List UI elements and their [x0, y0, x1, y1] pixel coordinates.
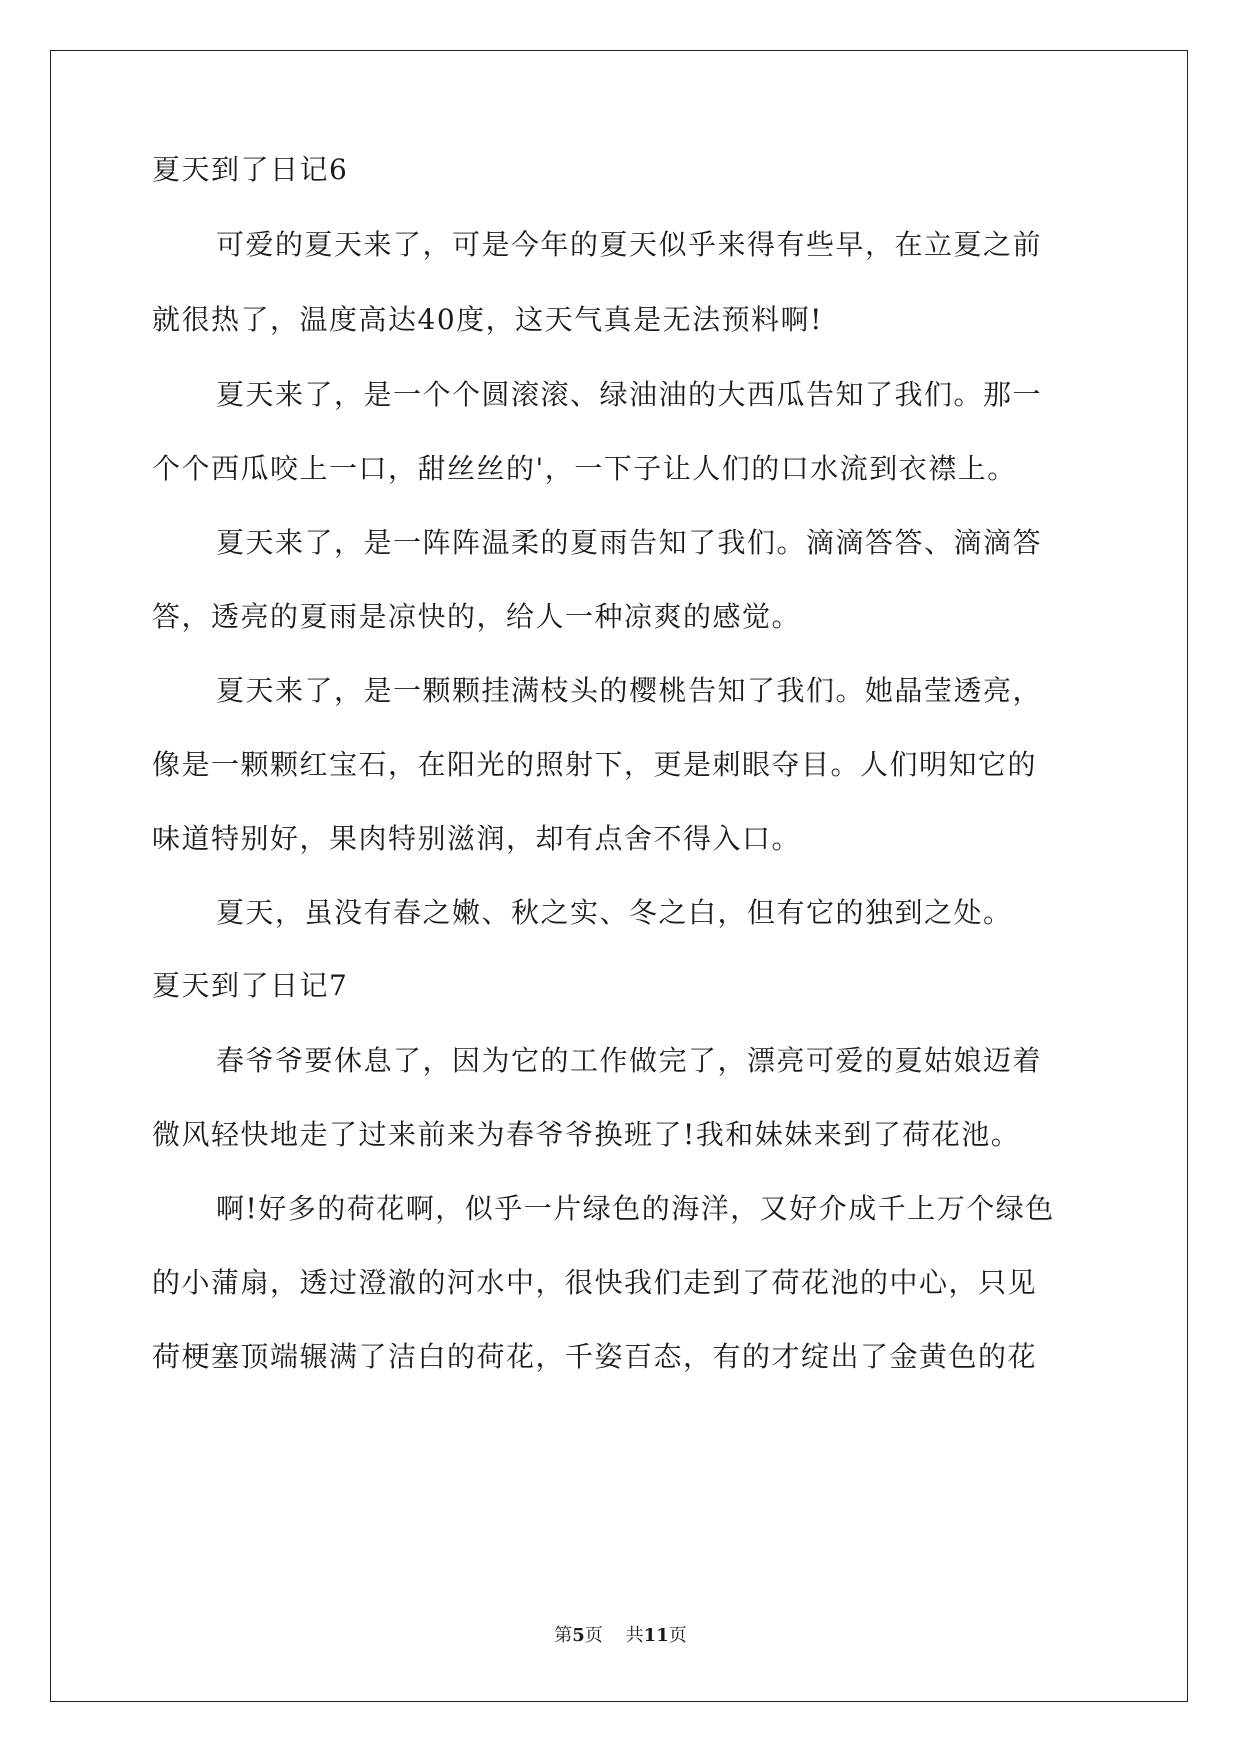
- paragraph-line: 微风轻快地走了过来前来为春爷爷换班了!我和妹妹来到了荷花池。: [152, 1118, 1021, 1151]
- paragraph-line: 夏天来了，是一阵阵温柔的夏雨告知了我们。滴滴答答、滴滴答: [216, 526, 1043, 559]
- page-suffix: 页: [584, 1625, 603, 1646]
- paragraph-line: 像是一颗颗红宝石，在阳光的照射下，更是刺眼夺目。人们明知它的: [152, 748, 1038, 781]
- paragraph-line: 夏天来了，是一颗颗挂满枝头的樱桃告知了我们。她晶莹透亮，: [216, 674, 1043, 707]
- diary-heading-7: 夏天到了日记7: [152, 969, 349, 1002]
- paragraph-line: 可爱的夏天来了，可是今年的夏天似乎来得有些早，在立夏之前: [216, 228, 1043, 261]
- paragraph-line: 答，透亮的夏雨是凉快的，给人一种凉爽的感觉。: [152, 600, 802, 633]
- paragraph-line: 个个西瓜咬上一口，甜丝丝的'，一下子让人们的口水流到衣襟上。: [152, 452, 1017, 485]
- paragraph-line: 夏天来了，是一个个圆滚滚、绿油油的大西瓜告知了我们。那一: [216, 378, 1043, 411]
- paragraph-line: 夏天，虽没有春之嫩、秋之实、冬之白，但有它的独到之处。: [216, 896, 1013, 929]
- page-footer: [0, 1625, 1241, 1647]
- page-border: [50, 50, 1188, 1702]
- diary-heading-6: 夏天到了日记6: [152, 153, 349, 186]
- paragraph-line: 荷梗塞顶端辗满了洁白的荷花，千姿百态，有的才绽出了金黄色的花: [152, 1340, 1038, 1373]
- total-pages: 11: [643, 1625, 669, 1646]
- total-suffix: 页: [668, 1625, 687, 1646]
- paragraph-line: 春爷爷要休息了，因为它的工作做完了，漂亮可爱的夏姑娘迈着: [216, 1044, 1043, 1077]
- paragraph-line: 味道特别好，果肉特别滋润，却有点舍不得入口。: [152, 822, 802, 855]
- paragraph-line: 就很热了，温度高达40度，这天气真是无法预料啊!: [152, 303, 823, 336]
- page-prefix: 第: [554, 1625, 573, 1646]
- page-number: 5: [572, 1625, 585, 1646]
- paragraph-line: 的小蒲扇，透过澄澈的河水中，很快我们走到了荷花池的中心，只见: [152, 1266, 1038, 1299]
- total-prefix: 共: [625, 1625, 644, 1646]
- paragraph-line: 啊!好多的荷花啊，似乎一片绿色的海洋，又好介成千上万个绿色: [216, 1192, 1055, 1225]
